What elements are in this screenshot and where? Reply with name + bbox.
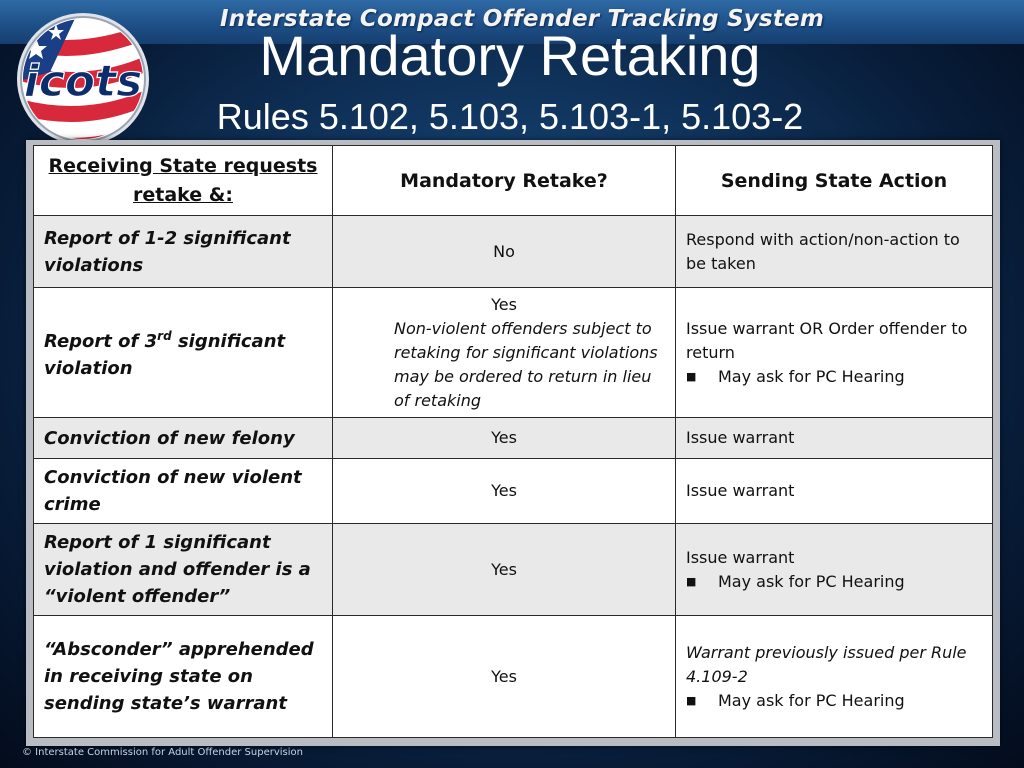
brand-title: Interstate Compact Offender Tracking System — [220, 6, 824, 32]
header-condition: Receiving State requests retake &: — [34, 146, 333, 216]
table-header-row — [34, 146, 993, 216]
retaking-table — [33, 145, 993, 738]
row-condition: Report of 1-2 significant violations — [34, 216, 333, 288]
bullet-text: May ask for PC Hearing — [718, 571, 905, 591]
condition-superscript: rd — [157, 329, 172, 343]
row-action — [676, 524, 993, 616]
table-row — [34, 216, 993, 288]
table-row — [34, 288, 993, 418]
condition-text-end: significant violation — [44, 331, 286, 379]
bullet-square-icon: ■ — [686, 693, 697, 707]
slide-subtitle: Rules 5.102, 5.103, 5.103-1, 5.103-2 — [216, 96, 804, 137]
header-mandatory: Mandatory Retake? — [333, 146, 676, 216]
row-action: Issue warrant — [676, 459, 993, 524]
row-condition: Report of 1 significant violation and offender is a “violent offender” — [34, 524, 333, 616]
table-row — [34, 524, 993, 616]
row-mandatory: No — [333, 216, 676, 288]
bullet-square-icon: ■ — [686, 369, 697, 383]
row-mandatory: Yes — [333, 524, 676, 616]
logo-text: icots — [23, 56, 143, 107]
header-action: Sending State Action — [676, 146, 993, 216]
bullet-square-icon: ■ — [686, 574, 697, 588]
row-mandatory: Yes — [333, 459, 676, 524]
row-action: Issue warrant — [676, 418, 993, 459]
slide-title: Mandatory Retaking — [259, 24, 761, 87]
action-text: Issue warrant — [686, 547, 795, 567]
action-bullet — [686, 365, 982, 389]
row-mandatory — [333, 288, 676, 418]
action-text: Warrant previously issued per Rule 4.109-2 — [686, 642, 967, 686]
row-mandatory: Yes — [333, 418, 676, 459]
table-row — [34, 459, 993, 524]
condition-text: Report of 3 — [44, 331, 158, 352]
action-text: Issue warrant OR Order offender to return — [686, 318, 968, 362]
row-action: Respond with action/non-action to be taken — [676, 216, 993, 288]
bullet-text: May ask for PC Hearing — [718, 366, 905, 386]
mandatory-value: Yes — [491, 294, 517, 314]
table-row — [34, 616, 993, 738]
action-bullet — [686, 689, 982, 713]
bullet-text: May ask for PC Hearing — [718, 690, 905, 710]
row-action — [676, 288, 993, 418]
table-row — [34, 418, 993, 459]
icots-logo — [16, 12, 150, 146]
row-condition: Conviction of new violent crime — [34, 459, 333, 524]
row-condition: Conviction of new felony — [34, 418, 333, 459]
footer-copyright: © Interstate Commission for Adult Offender Supervision — [22, 747, 303, 758]
row-action — [676, 616, 993, 738]
row-mandatory: Yes — [333, 616, 676, 738]
row-condition: “Absconder” apprehended in receiving state on sending state’s warrant — [34, 616, 333, 738]
row-condition — [34, 288, 333, 418]
action-bullet — [686, 570, 982, 594]
mandatory-note: Non-violent offenders subject to retaking for significant violations may be ordered to return in lieu of retaking — [394, 318, 658, 410]
